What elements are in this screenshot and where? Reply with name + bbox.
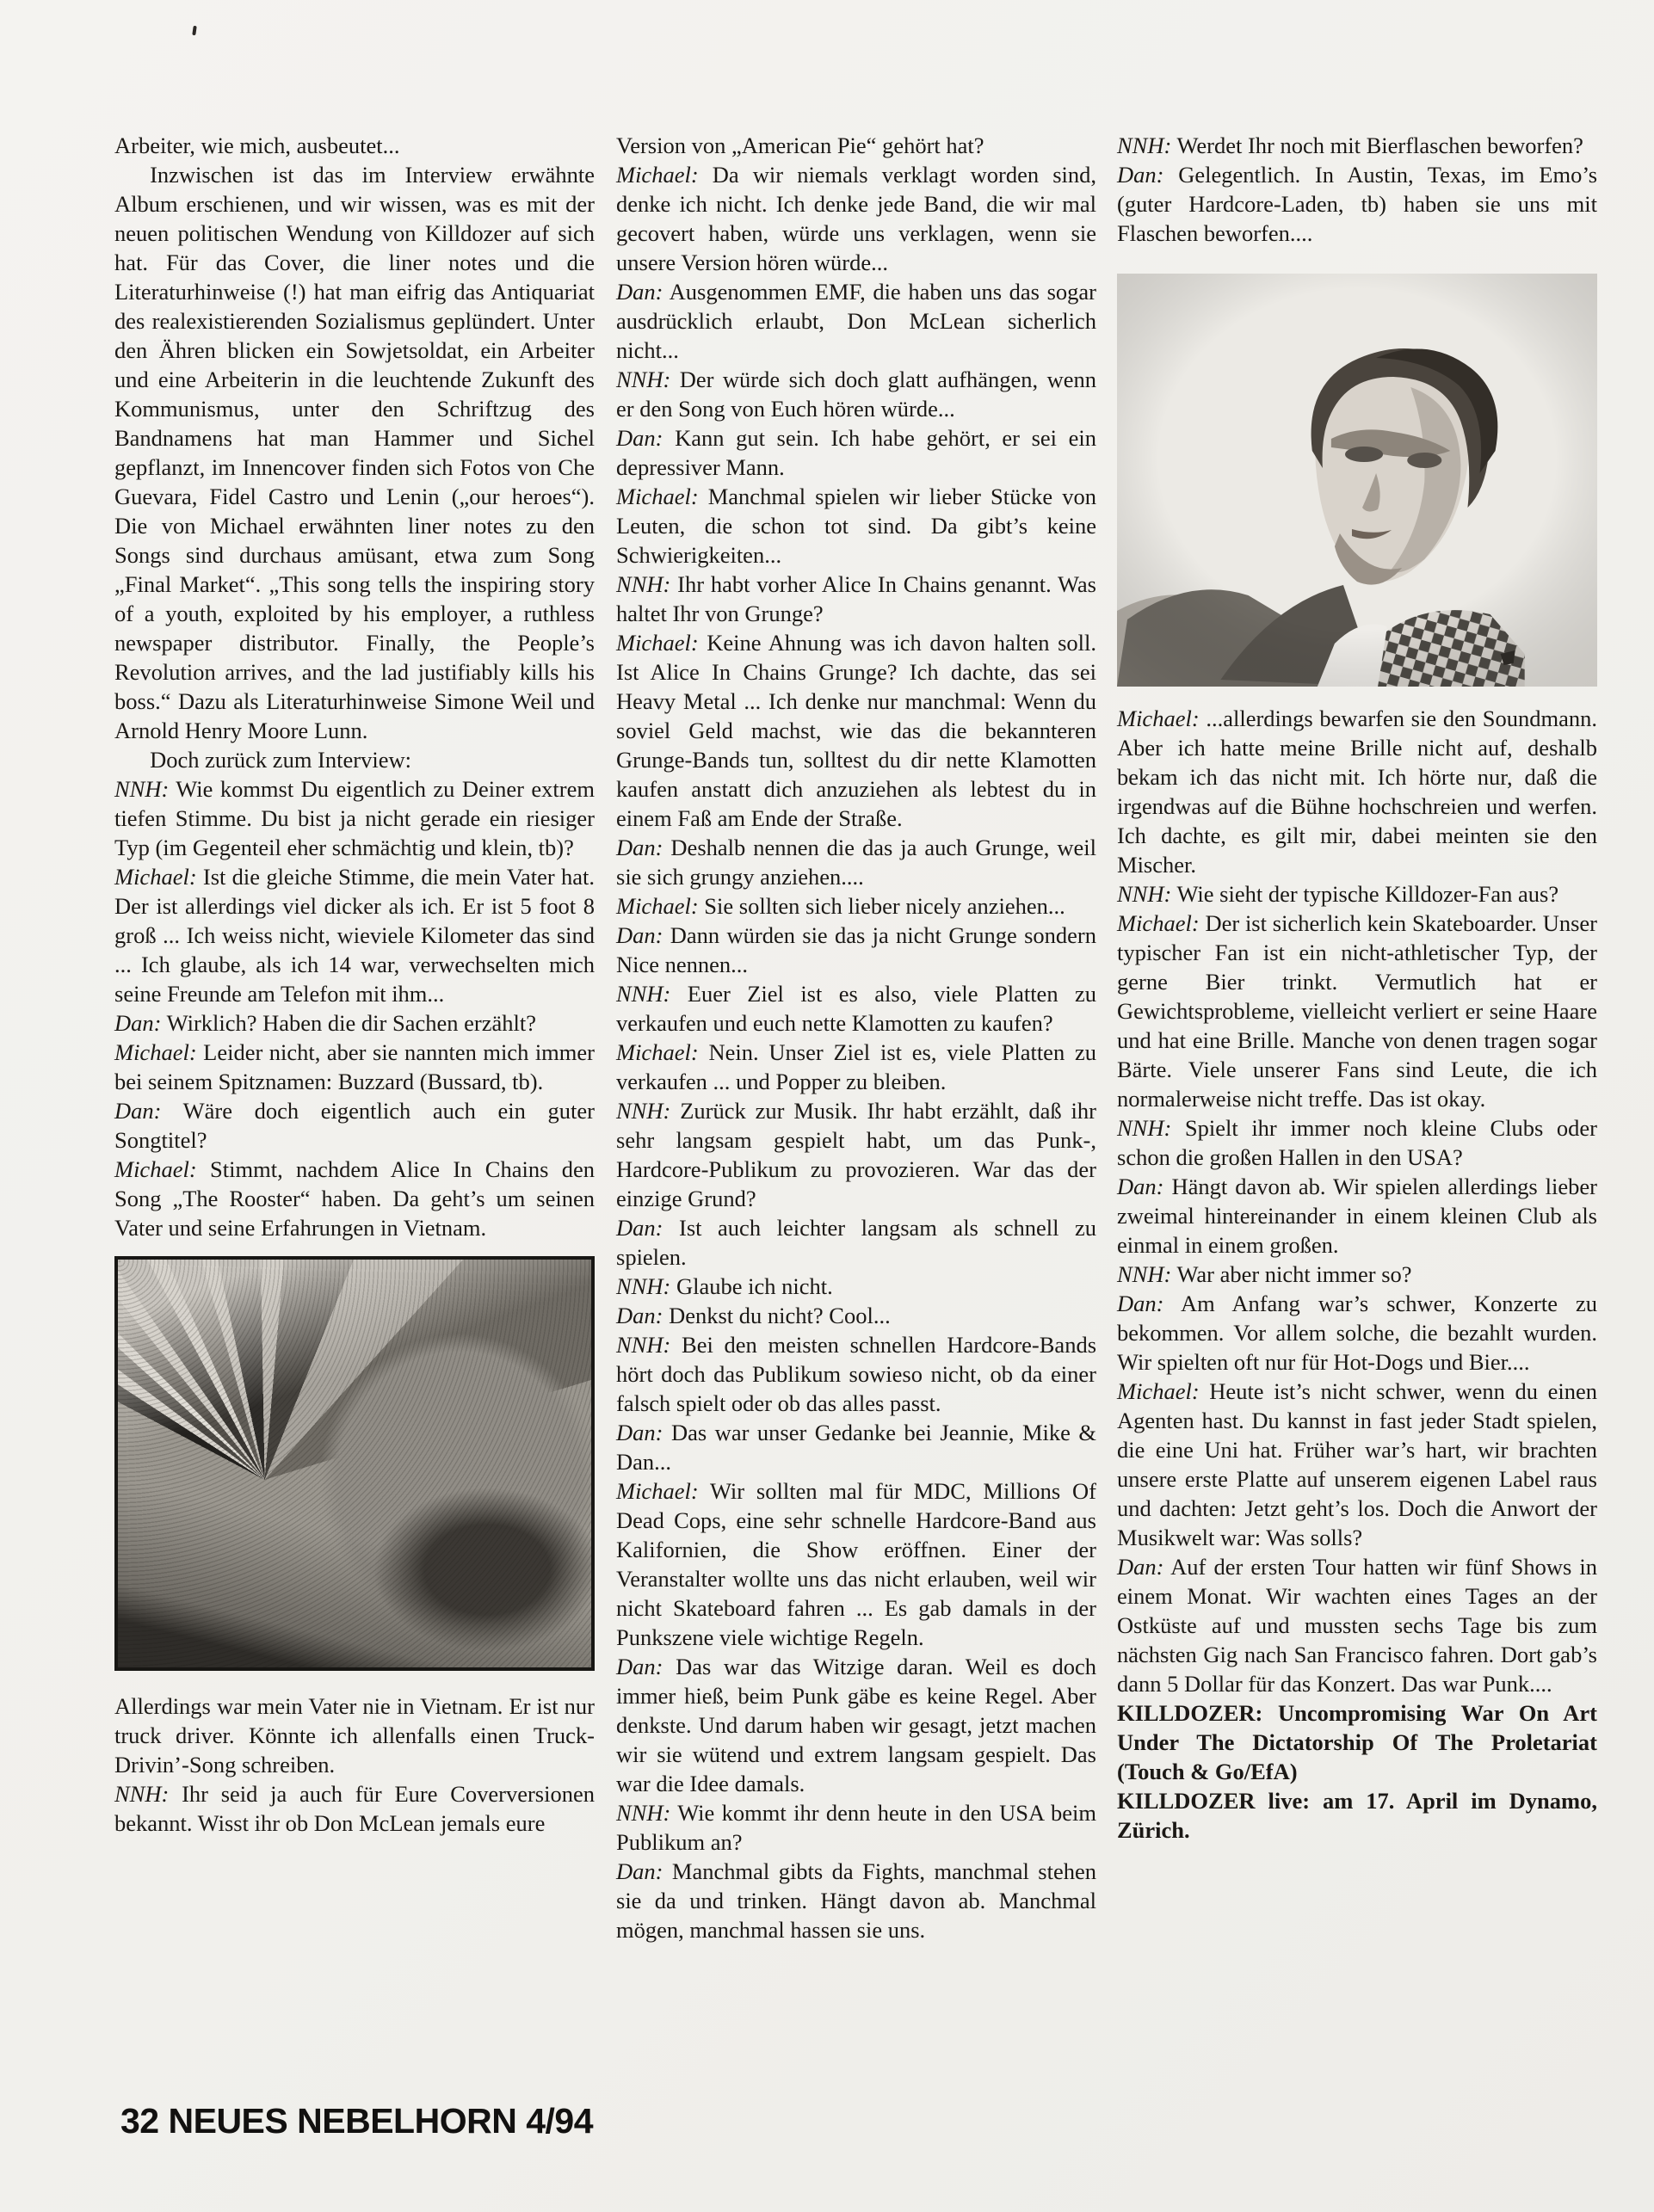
body-paragraph: Doch zurück zum Interview:	[150, 747, 411, 773]
scan-speck	[192, 26, 196, 35]
speaker-label: NNH:	[616, 1332, 671, 1358]
interview-line	[616, 921, 1096, 979]
speaker-label: Michael:	[114, 864, 197, 890]
interview-line	[114, 1096, 595, 1155]
speech-text: Ausgenommen EMF, die haben uns das sogar ausdrücklich erlaubt, Don McLean sicherlich nicht...	[616, 279, 1096, 363]
speaker-label: Dan:	[1117, 1554, 1164, 1580]
speech-text: Da wir niemals verklagt worden sind, denke ich nicht. Ich denke jede Band, die wir mal gecovert haben, würde uns verklagen, wenn sie unsere Version hören würde...	[616, 162, 1097, 275]
album-info-line: KILLDOZER live: am 17. April im Dynamo, Zürich.	[1117, 1788, 1597, 1843]
interview-line	[616, 160, 1096, 277]
speech-text: Das war das Witzige daran. Weil es doch immer hieß, beim Punk gäbe es keine Regel. Aber denkste. Und darum haben wir gesagt, jetzt machen wir sie wütend und extrem langsam gespielt. Das war die Idee damals.	[616, 1654, 1096, 1796]
speaker-label: Michael:	[1117, 1378, 1200, 1404]
speaker-label: NNH:	[616, 1800, 671, 1826]
speech-text: Deshalb nennen die das ja auch Grunge, weil sie sich grungy anziehen....	[616, 835, 1096, 890]
interview-line	[616, 1418, 1096, 1476]
body-paragraph: Inzwischen ist das im Interview erwähnte Album erschienen, und wir wissen, was es mit der neuen politischen Wendung von Killdozer auf sich hat. Für das Cover, die liner notes und die Literaturhinweise (!) hat man eifrig das Antiquariat des realexistierenden Sozialismus geplündert. Unter den Ähren blicken ein Sowjetsoldat, ein Arbeiter und eine Arbeiterin in die leuchtende Zukunft des Kommunismus, unter den Schriftzug des Bandnamens hat man Hammer und Sichel gepflanzt, im Innencover finden sich Fotos von Che Guevara, Fidel Castro und Lenin („our heroes“). Die von Michael erwähnten liner notes zu den Songs sind durchaus amüsant, etwa zum Song „Final Market“. „This song tells the inspiring story of a youth, exploited by his employer, a ruthless newspaper distributor. Finally, the People’s Revolution arrives, and the lad justifiably kills his boss.“ Dazu als Literaturhinweise Simone Weil und Arnold Henry Moore Lunn.	[114, 162, 595, 743]
interview-line	[1117, 879, 1597, 909]
speech-text: Am Anfang war’s schwer, Konzerte zu bekommen. Vor allem solche, die bezahlt wurden. Wir spielten oft nur für Hot-Dogs und Bier....	[1117, 1291, 1597, 1375]
photo-band-member-portrait	[1117, 274, 1597, 687]
speech-text: Spielt ihr immer noch kleine Clubs oder schon die großen Hallen in den USA?	[1117, 1115, 1597, 1170]
interview-line	[616, 628, 1096, 833]
body-paragraph: Allerdings war mein Vater nie in Vietnam. Er ist nur truck driver. Könnte ich allenfalls einen Truck-Drivin’-Song schreiben.	[114, 1693, 595, 1778]
interview-line	[616, 423, 1096, 482]
speaker-label: Dan:	[616, 922, 663, 948]
interview-line	[616, 1096, 1096, 1213]
speech-text: Hängt davon ab. Wir spielen allerdings lieber zweimal hintereinander in einem kleinen Club als einmal in einem großen.	[1117, 1174, 1597, 1258]
speaker-label: Dan:	[616, 1654, 663, 1679]
speaker-label: NNH:	[1117, 881, 1172, 907]
speaker-label: Michael:	[616, 162, 699, 188]
column-middle	[616, 131, 1096, 1944]
speaker-label: Michael:	[616, 484, 699, 509]
interview-line	[114, 1038, 595, 1096]
interview-line	[114, 774, 595, 862]
speaker-label: Dan:	[114, 1010, 162, 1036]
speaker-label: Michael:	[616, 630, 699, 656]
speaker-label: Michael:	[1117, 910, 1200, 936]
speech-text: Keine Ahnung was ich davon halten soll. Ist Alice In Chains Grunge? Ich dachte, das sei Heavy Metal ... Ich denke nur manchmal: Wenn du soviel Geld machst, wie das die bekannteren Grunge-Bands tun, solltest du dir nette Klamotten kaufen anstatt dich anzuziehen als lebtest du in einem Faß am Ende der Straße.	[616, 630, 1096, 831]
speech-text: Gelegentlich. In Austin, Texas, im Emo’s (guter Hardcore-Laden, tb) haben sie uns mit Flaschen beworfen....	[1117, 162, 1598, 246]
interview-line	[616, 1330, 1096, 1418]
interview-line	[1117, 1260, 1597, 1289]
interview-line	[616, 365, 1096, 423]
interview-line	[616, 277, 1096, 365]
speech-text: Sie sollten sich lieber nicely anziehen...	[704, 893, 1065, 919]
speaker-label: Dan:	[1117, 162, 1164, 188]
speech-text: Wie sieht der typische Killdozer-Fan aus?	[1176, 881, 1559, 907]
interview-line	[1117, 1377, 1597, 1552]
speaker-label: NNH:	[616, 367, 671, 392]
column-right	[1117, 131, 1597, 1845]
speech-text: Zurück zur Musik. Ihr habt erzählt, daß ihr sehr langsam gespielt habt, um das Punk-, Hardcore-Publikum zu provozieren. War das der einzige Grund?	[616, 1098, 1096, 1211]
speaker-label: NNH:	[114, 776, 170, 802]
speaker-label: Michael:	[114, 1039, 197, 1065]
speaker-label: Dan:	[616, 1420, 663, 1445]
interview-line	[616, 1857, 1096, 1944]
speech-text: Heute ist’s nicht schwer, wenn du einen Agenten hast. Du kannst in fast jeder Stadt spielen, die eine Uni hat. Früher war’s hart, wir brachten unsere erste Platte auf unserem eigenen Label raus und dachten: Jetzt geht’s los. Doch die Anwort der Musikwelt war: Was solls?	[1117, 1378, 1598, 1550]
speech-text: Manchmal spielen wir lieber Stücke von Leuten, die schon tot sind. Da gibt’s keine Schwierigkeiten...	[616, 484, 1096, 568]
speech-text: Dann würden sie das ja nicht Grunge sondern Nice nennen...	[616, 922, 1097, 977]
speech-text: ...allerdings bewarfen sie den Soundmann. Aber ich hatte meine Brille nicht auf, deshalb bekam ich das nicht mit. Ich hörte nur, daß die irgendwas auf die Bühne hochschreien und werfen. Ich dachte, es gilt mir, dabei meinten sie den Mischer.	[1117, 705, 1598, 878]
speaker-label: Dan:	[1117, 1174, 1164, 1199]
speech-text: Ist auch leichter langsam als schnell zu spielen.	[616, 1215, 1097, 1270]
portrait-illustration	[1117, 274, 1597, 687]
speech-text: War aber nicht immer so?	[1176, 1261, 1412, 1287]
interview-line	[616, 482, 1096, 570]
speaker-label: Dan:	[1117, 1291, 1164, 1316]
interview-line	[1117, 909, 1597, 1113]
speaker-label: Dan:	[616, 1858, 663, 1884]
body-paragraph: Arbeiter, wie mich, ausbeutet...	[114, 132, 400, 158]
speaker-label: Dan:	[616, 1215, 663, 1241]
interview-line	[114, 862, 595, 1008]
speech-text: Wie kommt ihr denn heute in den USA beim Publikum an?	[616, 1800, 1096, 1855]
speech-text: Ihr seid ja auch für Eure Coverversionen bekannt. Wisst ihr ob Don McLean jemals eure	[114, 1781, 595, 1836]
speech-text: Kann gut sein. Ich habe gehört, er sei ein depressiver Mann.	[616, 425, 1096, 480]
interview-line	[114, 1008, 595, 1038]
speaker-label: Michael:	[616, 1039, 699, 1065]
interview-line	[616, 833, 1096, 891]
speaker-label: NNH:	[1117, 132, 1172, 158]
body-paragraph: Version von „American Pie“ gehört hat?	[616, 132, 984, 158]
speaker-label: Michael:	[1117, 705, 1200, 731]
interview-line	[616, 1798, 1096, 1857]
interview-line	[1117, 160, 1597, 248]
speaker-label: Michael:	[616, 893, 699, 919]
speaker-label: Dan:	[114, 1098, 162, 1124]
interview-line	[616, 1038, 1096, 1096]
interview-line	[1117, 1172, 1597, 1260]
interview-line	[616, 1272, 1096, 1301]
interview-line	[1117, 1552, 1597, 1698]
interview-line	[1117, 1113, 1597, 1172]
speaker-label: NNH:	[616, 1098, 671, 1124]
interview-line	[114, 1779, 595, 1838]
speaker-label: NNH:	[616, 571, 671, 597]
speech-text: Nein. Unser Ziel ist es, viele Platten zu verkaufen ... und Popper zu bleiben.	[616, 1039, 1097, 1094]
interview-line	[616, 570, 1096, 628]
speech-text: Wäre doch eigentlich auch ein guter Songtitel?	[114, 1098, 595, 1153]
speech-text: Werdet Ihr noch mit Bierflaschen beworfen?	[1176, 132, 1583, 158]
speech-text: Wie kommst Du eigentlich zu Deiner extrem tiefen Stimme. Du bist ja nicht gerade ein riesiger Typ (im Gegenteil eher schmächtig und klein, tb)?	[114, 776, 595, 860]
speech-text: Glaube ich nicht.	[676, 1273, 833, 1299]
speaker-label: NNH:	[616, 981, 671, 1007]
interview-line	[616, 1652, 1096, 1798]
speech-text: Manchmal gibts da Fights, manchmal stehen sie da und trinken. Hängt davon ab. Manchmal mögen, manchmal hassen sie uns.	[616, 1858, 1096, 1943]
speaker-label: Michael:	[114, 1156, 197, 1182]
speaker-label: NNH:	[616, 1273, 671, 1299]
speaker-label: Dan:	[616, 279, 663, 305]
interview-line	[616, 1301, 1096, 1330]
interview-line	[616, 891, 1096, 921]
page-footer: 32 NEUES NEBELHORN 4/94	[120, 2101, 594, 2141]
speaker-label: NNH:	[1117, 1261, 1172, 1287]
speech-text: Der würde sich doch glatt aufhängen, wenn er den Song von Euch hören würde...	[616, 367, 1096, 422]
interview-line	[616, 1476, 1096, 1652]
speaker-label: Dan:	[616, 835, 663, 860]
speech-text: Wir sollten mal für MDC, Millions Of Dead Cops, eine sehr schnelle Hardcore-Band aus Kalifornien, die Show eröffnen. Einer der Veranstalter wollte uns das nicht erlauben, weil wir nicht Skateboard fahren ... Es gab damals in der Punkszene viele wichtige Regeln.	[616, 1478, 1096, 1650]
interview-line	[616, 1213, 1096, 1272]
speech-text: Euer Ziel ist es also, viele Platten zu verkaufen und euch nette Klamotten zu kaufen?	[616, 981, 1097, 1036]
column-left	[114, 131, 595, 1838]
speaker-label: NNH:	[114, 1781, 170, 1807]
speaker-label: Dan:	[616, 1303, 663, 1328]
speech-text: Der ist sicherlich kein Skateboarder. Unser typischer Fan ist ein nicht-athletischer Typ, der gerne Bier trinkt. Vermutlich hat er Gewichtsprobleme, vielleicht verliert er seine Haare und hat eine Brille. Manche von denen tragen sogar Bärte. Viele unserer Fans sind Leute, die ich normalerweise nicht treffe. Das ist okay.	[1117, 910, 1597, 1112]
interview-line	[1117, 704, 1597, 879]
speech-text: Stimmt, nachdem Alice In Chains den Song „The Rooster“ haben. Da geht’s um seinen Vater und seine Erfahrungen in Vietnam.	[114, 1156, 595, 1241]
interview-line	[1117, 131, 1597, 160]
photo-halftone-closeup	[114, 1256, 595, 1671]
interview-line	[1117, 1289, 1597, 1377]
speech-text: Das war unser Gedanke bei Jeannie, Mike & Dan...	[616, 1420, 1096, 1475]
interview-line	[114, 1155, 595, 1242]
interview-line	[616, 979, 1096, 1038]
speaker-label: Michael:	[616, 1478, 699, 1504]
speech-text: Bei den meisten schnellen Hardcore-Bands hört doch das Publikum sowieso nicht, ob da einer falsch spielt oder ob das alles passt.	[616, 1332, 1097, 1416]
speech-text: Ihr habt vorher Alice In Chains genannt. Was haltet Ihr von Grunge?	[616, 571, 1096, 626]
speaker-label: NNH:	[1117, 1115, 1172, 1141]
speech-text: Auf der ersten Tour hatten wir fünf Shows in einem Monat. Wir wachten eines Tages an der Ostküste auf und mussten sechs Tage bis zum nächsten Gig nach San Francisco fahren. Dort gab’s dann 5 Dollar für das Konzert. Das war Punk....	[1117, 1554, 1598, 1697]
album-info-line: KILLDOZER: Uncompromising War On Art Under The Dictatorship Of The Proletariat (Touch & Go/EfA)	[1117, 1700, 1597, 1784]
speech-text: Denkst du nicht? Cool...	[669, 1303, 891, 1328]
speaker-label: Dan:	[616, 425, 663, 451]
speech-text: Ist die gleiche Stimme, die mein Vater hat. Der ist allerdings viel dicker als ich. Er ist 5 foot 8 groß ... Ich weiss nicht, wieviele Kilometer das sind ... Ich glaube, als ich 14 war, verwechselten mich seine Freunde am Telefon mit ihm...	[114, 864, 595, 1007]
speech-text: Wirklich? Haben die dir Sachen erzählt?	[166, 1010, 536, 1036]
speech-text: Leider nicht, aber sie nannten mich immer bei seinem Spitznamen: Buzzard (Bussard, tb).	[114, 1039, 595, 1094]
